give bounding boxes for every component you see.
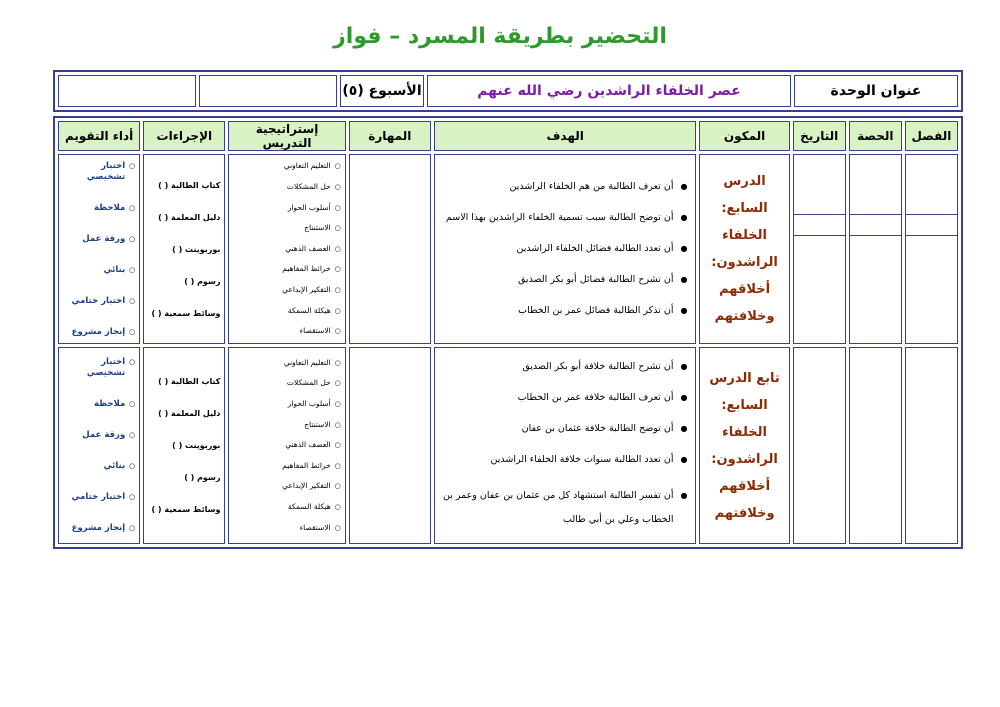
goal-item: ● أن تشرح الطالبة فضائل أبو بكر الصديق	[439, 273, 688, 287]
strategy-cell	[228, 154, 345, 344]
strategy-item: ○ الاستنتاج	[233, 420, 340, 431]
procedure-item: وسائط سمعية ( )	[151, 505, 221, 514]
strategy-item: ○ أسلوب الحوار	[233, 399, 340, 410]
lesson-component: الدرس السابع: الخلفاء الراشدون: أخلاقهم وخلافتهم	[699, 154, 789, 344]
strategy-item: ○ أسلوب الحوار	[233, 203, 340, 214]
strategy-item: ○ هيكلة السمكة	[233, 502, 340, 513]
evaluation-item: ○ إنجاز مشروع	[63, 327, 135, 338]
col-strategy: إستراتيجية التدريس	[228, 121, 345, 151]
strategy-item: ○ العصف الذهني	[233, 244, 340, 255]
week-label: الأسبوع (٥)	[340, 75, 424, 107]
period-cell	[849, 154, 902, 344]
strategy-item: ○ الاستقصاء	[233, 326, 340, 337]
col-period: الحصة	[849, 121, 902, 151]
col-goal: الهدف	[434, 121, 697, 151]
strategy-item: ○ التعليم التعاوني	[233, 358, 340, 369]
goal-item: ● أن توضح الطالبة سبب تسمية الخلفاء الراشدين بهذا الاسم	[439, 211, 688, 225]
evaluation-item: ○ ملاحظة	[63, 399, 135, 410]
strategy-item: ○ هيكلة السمكة	[233, 306, 340, 317]
lesson-component: تابع الدرس السابع: الخلفاء الراشدون: أخلاقهم وخلافتهم	[699, 347, 789, 544]
goal-item: ● أن توضح الطالبة خلافة عثمان بن عفان	[439, 422, 688, 436]
evaluation-item: ○ ورقة عمل	[63, 430, 135, 441]
unit-name: عصر الخلفاء الراشدين رضي الله عنهم	[427, 75, 791, 107]
unit-header-table	[53, 70, 963, 112]
procedure-item: كتاب الطالبة ( )	[158, 180, 221, 190]
procedure-item: وسائط سمعية ( )	[151, 308, 221, 318]
evaluation-item: ○ اختبار تشخيصي	[63, 161, 135, 183]
strategy-item: ○ الاستنتاج	[233, 223, 340, 234]
goals-cell	[434, 347, 697, 544]
strategy-item: ○ حل المشكلات	[233, 182, 340, 193]
goal-item: ● أن تذكر الطالبة فضائل عمر بن الخطاب	[439, 304, 688, 318]
procedures-cell	[143, 154, 225, 344]
goal-item: ● أن تشرح الطالبة خلافة أبو بكر الصديق	[439, 360, 688, 374]
strategy-item: ○ التفكير الإبداعي	[233, 285, 340, 296]
table-row	[58, 347, 958, 544]
evaluation-item: ○ بنائي	[63, 461, 135, 472]
goals-cell	[434, 154, 697, 344]
date-cell	[793, 347, 846, 544]
evaluation-item: ○ بنائي	[63, 265, 135, 276]
strategy-cell	[228, 347, 345, 544]
table-row	[58, 154, 958, 344]
goal-item: ● أن تفسر الطالبة استشهاد كل من عثمان بن عفان وعمر بن الخطاب وعلي بن أبي طالب	[439, 484, 688, 532]
unit-title-label: عنوان الوحدة	[794, 75, 958, 107]
col-skill: المهارة	[349, 121, 431, 151]
evaluation-item: ○ إنجاز مشروع	[63, 523, 135, 534]
procedure-item: بوربوينت ( )	[172, 244, 221, 254]
procedures-cell	[143, 347, 225, 544]
strategy-item: ○ التفكير الإبداعي	[233, 481, 340, 492]
evaluation-item: ○ اختبار ختامي	[63, 296, 135, 307]
goal-item: ● أن تعرف الطالبة خلافة عمر بن الخطاب	[439, 391, 688, 405]
evaluation-item: ○ ورقة عمل	[63, 234, 135, 245]
col-date: التاريخ	[793, 121, 846, 151]
col-procedures: الإجراءات	[143, 121, 225, 151]
goal-item: ● أن تعدد الطالبة فضائل الخلفاء الراشدين	[439, 242, 688, 256]
col-class: الفصل	[905, 121, 958, 151]
class-cell	[905, 154, 958, 344]
empty-cell	[199, 75, 337, 107]
header-row	[58, 121, 958, 151]
procedure-item: رسوم ( )	[184, 276, 221, 286]
evaluation-item: ○ اختبار تشخيصي	[63, 357, 135, 379]
lesson-plan-table	[53, 116, 963, 549]
lesson-plan-sheet	[53, 70, 963, 549]
col-component: المكون	[699, 121, 789, 151]
strategy-item: ○ خرائط المفاهيم	[233, 461, 340, 472]
goal-item: ● أن تعرف الطالبة من هم الخلفاء الراشدين	[439, 180, 688, 194]
period-cell	[849, 347, 902, 544]
strategy-item: ○ الاستقصاء	[233, 523, 340, 534]
procedure-item: كتاب الطالبة ( )	[158, 377, 221, 386]
strategy-item: ○ حل المشكلات	[233, 378, 340, 389]
col-evaluation: أداء التقويم	[58, 121, 140, 151]
class-cell	[905, 347, 958, 544]
empty-cell	[58, 75, 196, 107]
date-cell	[793, 154, 846, 344]
strategy-item: ○ خرائط المفاهيم	[233, 264, 340, 275]
evaluation-item: ○ ملاحظة	[63, 203, 135, 214]
procedure-item: بوربوينت ( )	[172, 441, 221, 450]
procedure-item: دليل المعلمة ( )	[158, 212, 221, 222]
skill-cell	[349, 347, 431, 544]
page-title: التحضير بطريقة المسرد – فواز	[333, 24, 667, 49]
strategy-item: ○ التعليم التعاوني	[233, 161, 340, 172]
procedure-item: رسوم ( )	[184, 473, 221, 482]
procedure-item: دليل المعلمة ( )	[158, 409, 221, 418]
skill-cell	[349, 154, 431, 344]
evaluation-item: ○ اختبار ختامي	[63, 492, 135, 503]
strategy-item: ○ العصف الذهني	[233, 440, 340, 451]
goal-item: ● أن تعدد الطالبة سنوات خلافة الخلفاء الراشدين	[439, 453, 688, 467]
evaluation-cell	[58, 347, 140, 544]
evaluation-cell	[58, 154, 140, 344]
